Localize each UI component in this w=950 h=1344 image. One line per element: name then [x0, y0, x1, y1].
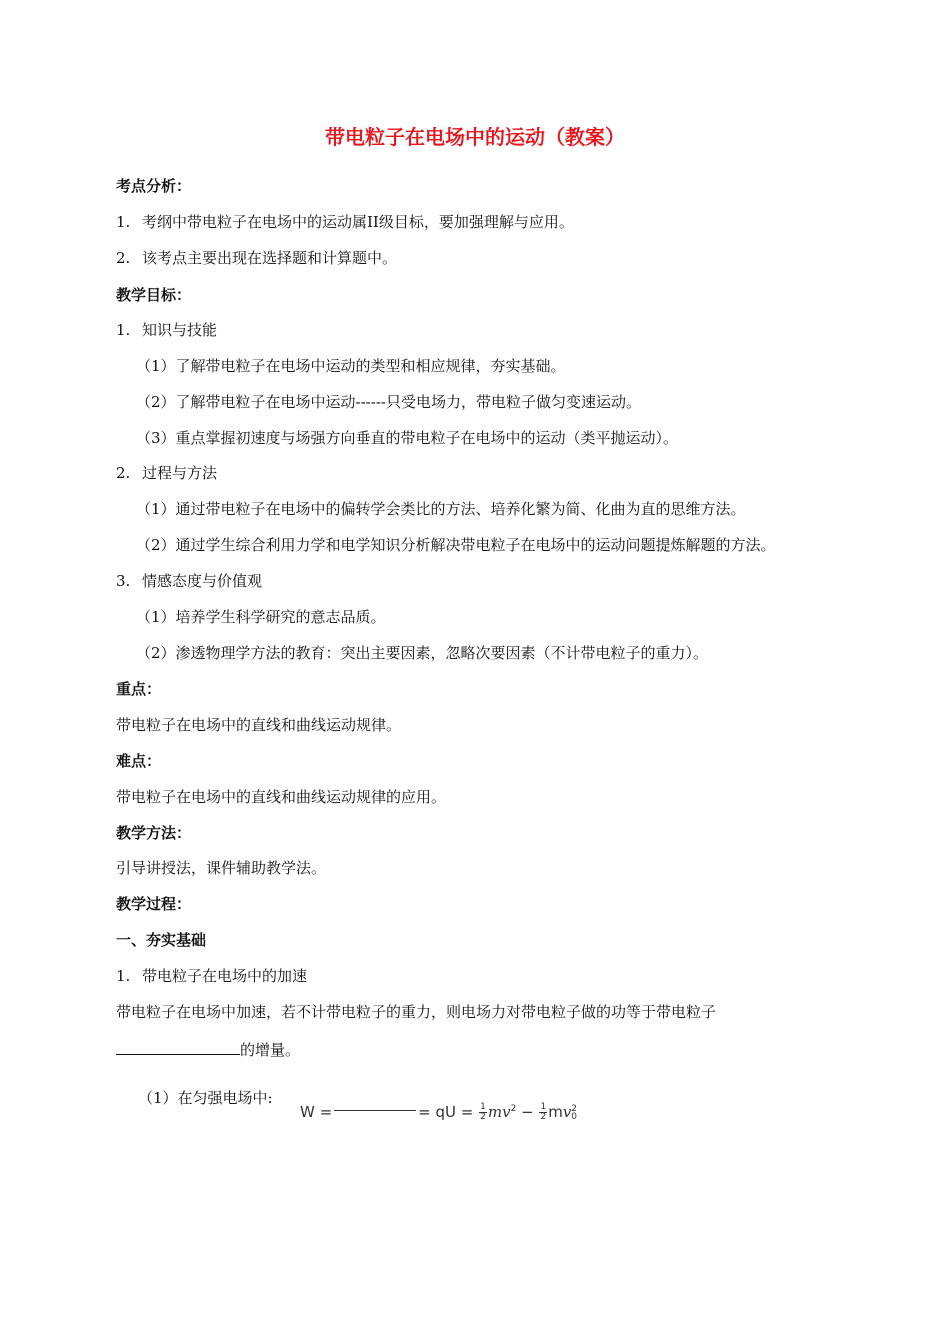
list-item: 1. 考纲中带电粒子在电场中的运动属II级目标，要加强理解与应用。 — [116, 213, 574, 231]
difficulties-text: 带电粒子在电场中的直线和曲线运动规律的应用。 — [116, 788, 447, 806]
case-uniform-field: （1）在匀强电场中: — [138, 1089, 273, 1107]
list-item: （3）重点掌握初速度与场强方向垂直的带电粒子在电场中的运动（类平抛运动）。 — [136, 429, 679, 447]
list-item: （2）通过学生综合利用力学和电学知识分析解决带电粒子在电场中的运动问题提炼解题的方法。 — [136, 536, 776, 554]
list-item: （2）了解带电粒子在电场中运动------只受电场力，带电粒子做匀变速运动。 — [136, 393, 641, 411]
document-title: 带电粒子在电场中的运动（教案） — [325, 125, 625, 149]
subsection-acceleration: 1. 带电粒子在电场中的加速 — [116, 967, 308, 985]
heading-difficulties: 难点： — [116, 752, 162, 770]
list-item: 2. 该考点主要出现在选择题和计算题中。 — [116, 249, 398, 267]
heading-teaching-process: 教学过程： — [116, 895, 192, 913]
answer-blank[interactable] — [116, 1038, 240, 1055]
goal-emotion-values: 3. 情感态度与价值观 — [116, 572, 263, 590]
list-item: （1）通过带电粒子在电场中的偏转学会类比的方法、培养化繁为简、化曲为直的思维方法。 — [136, 500, 746, 518]
formula-blank[interactable] — [334, 1096, 416, 1111]
fill-in-line: 的增量。 — [116, 1038, 300, 1060]
heading-teaching-goals: 教学目标： — [116, 286, 192, 304]
key-points-text: 带电粒子在电场中的直线和曲线运动规律。 — [116, 716, 402, 734]
fraction-half: $\frac{1}{2}$ — [480, 1102, 486, 1122]
fraction-half: $\frac{1}{2}$ — [540, 1102, 547, 1122]
goal-process-methods: 2. 过程与方法 — [116, 464, 218, 482]
teaching-methods-text: 引导讲授法，课件辅助教学法。 — [116, 859, 327, 877]
paragraph: 带电粒子在电场中加速，若不计带电粒子的重力，则电场力对带电粒子做的功等于带电粒子 — [116, 1003, 717, 1021]
heading-key-points: 重点： — [116, 680, 162, 698]
work-energy-formula: W = = qU = $\frac{1}{2}$ $mv^2$ − $\frac{1}{2}$ mv 2 0 — [300, 1096, 577, 1124]
heading-exam-analysis: 考点分析： — [116, 177, 192, 195]
goal-knowledge-skills: 1. 知识与技能 — [116, 321, 218, 339]
list-item: （2）渗透物理学方法的教育：突出主要因素，忽略次要因素（不计带电粒子的重力）。 — [136, 644, 709, 662]
list-item: （1）培养学生科学研究的意志品质。 — [136, 608, 386, 626]
heading-teaching-methods: 教学方法： — [116, 824, 192, 842]
part-heading: 一、夯实基础 — [116, 931, 207, 949]
list-item: （1）了解带电粒子在电场中运动的类型和相应规律，夯实基础。 — [136, 357, 566, 375]
